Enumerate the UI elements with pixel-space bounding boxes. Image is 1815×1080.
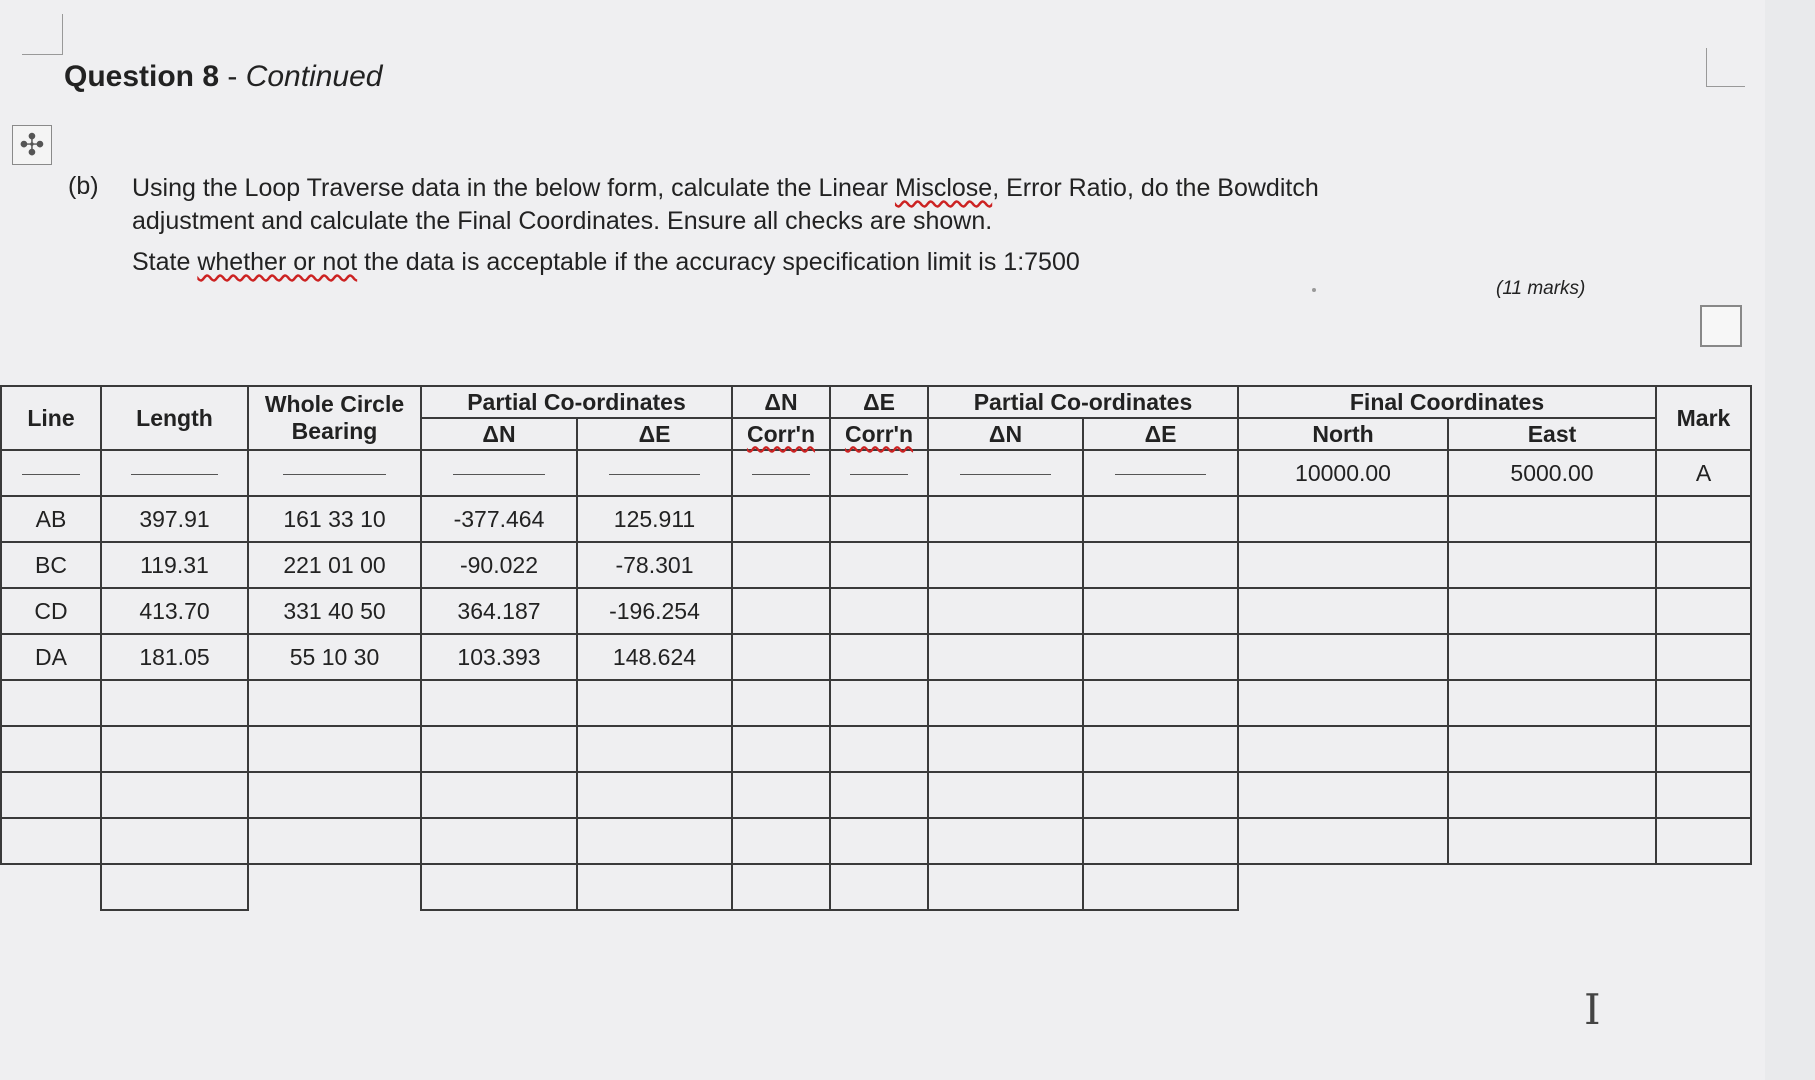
cell-empty[interactable] [1656, 726, 1751, 772]
cell-empty[interactable] [248, 726, 421, 772]
cell-empty[interactable] [1, 818, 101, 864]
col-header-wcb: Whole Circle Bearing [248, 386, 421, 450]
cell-empty[interactable] [830, 772, 928, 818]
cell-empty[interactable] [830, 818, 928, 864]
cell-empty[interactable] [732, 864, 830, 910]
cell-wcb: 331 40 50 [248, 588, 421, 634]
heading-italic: Continued [245, 60, 383, 93]
cell-empty[interactable] [1083, 864, 1238, 910]
table-row [1, 588, 1751, 634]
cell-empty[interactable] [1238, 496, 1448, 542]
col-header-partial-2: Partial Co-ordinates [928, 386, 1238, 418]
cell-de: 125.911 [577, 496, 732, 542]
cell-length: 119.31 [101, 542, 248, 588]
cell-empty[interactable] [1656, 496, 1751, 542]
cell-empty[interactable] [928, 772, 1083, 818]
cell-empty[interactable] [830, 496, 928, 542]
cell-length: 181.05 [101, 634, 248, 680]
start-east[interactable]: 5000.00 [1448, 450, 1656, 496]
cell-empty[interactable] [1083, 496, 1238, 542]
cell-empty[interactable] [1238, 588, 1448, 634]
table-row-blank [1, 772, 1751, 818]
col-header-dn-corr: Corr'n [746, 420, 816, 447]
q-state-b: the data is acceptable if the accuracy specification limit is 1:7500 [357, 248, 1080, 276]
table-row-blank [1, 680, 1751, 726]
placeholder-dash [850, 474, 908, 475]
heading-bold: Question 8 [64, 60, 220, 93]
col-header-dn-corr-top: ΔN [732, 386, 830, 418]
cell-empty[interactable] [1656, 680, 1751, 726]
cell-empty[interactable] [1448, 634, 1656, 680]
col-header-north: North [1238, 418, 1448, 450]
col-header-de-corr: Corr'n [844, 420, 914, 447]
placeholder-dash [283, 474, 386, 475]
cell-empty[interactable] [830, 864, 928, 910]
cell-empty[interactable] [577, 726, 732, 772]
cell-empty[interactable] [1448, 818, 1656, 864]
cell-empty[interactable] [1238, 634, 1448, 680]
cell-empty[interactable] [1448, 542, 1656, 588]
cell-empty[interactable] [1238, 542, 1448, 588]
cell-empty[interactable] [1448, 772, 1656, 818]
cell-empty[interactable] [1448, 588, 1656, 634]
cell-empty[interactable] [1448, 496, 1656, 542]
cell-empty[interactable] [1083, 588, 1238, 634]
table-row-blank [1, 864, 1751, 910]
cell-empty[interactable] [101, 864, 248, 910]
cell-empty[interactable] [732, 496, 830, 542]
cell-empty[interactable] [577, 772, 732, 818]
cell-empty[interactable] [1238, 818, 1448, 864]
answer-checkbox[interactable] [1700, 305, 1742, 347]
placeholder-dash [453, 474, 545, 475]
cell-empty[interactable] [732, 588, 830, 634]
cell-dn: -90.022 [421, 542, 577, 588]
cell-empty[interactable] [577, 864, 732, 910]
cell-empty[interactable] [928, 496, 1083, 542]
q-text-2: adjustment and calculate the Final Coordinates. Ensure all checks are shown. [132, 207, 993, 235]
cell-empty[interactable] [421, 726, 577, 772]
col-header-east: East [1448, 418, 1656, 450]
cell-empty[interactable] [732, 634, 830, 680]
heading-sep: - [219, 60, 246, 93]
cell-empty[interactable] [248, 772, 421, 818]
cell-empty[interactable] [1656, 542, 1751, 588]
cell-empty[interactable] [830, 588, 928, 634]
q-text-1b: , Error Ratio, do the Bowditch [992, 174, 1319, 202]
text-cursor-icon: I [1584, 985, 1601, 1034]
cell-empty[interactable] [1238, 772, 1448, 818]
marks-label: (11 marks) [1496, 278, 1586, 299]
placeholder-dash [752, 474, 810, 475]
cell-line: BC [1, 542, 101, 588]
cell-empty[interactable] [928, 864, 1083, 910]
cell-empty[interactable] [830, 542, 928, 588]
cell-empty[interactable] [1, 726, 101, 772]
cell-empty[interactable] [101, 772, 248, 818]
question-text [132, 172, 1432, 279]
cell-wcb: 221 01 00 [248, 542, 421, 588]
cell-empty[interactable] [248, 680, 421, 726]
col-header-dn: ΔN [421, 418, 577, 450]
cell-empty[interactable] [1448, 680, 1656, 726]
cell-empty[interactable] [1656, 634, 1751, 680]
cell-empty[interactable] [928, 588, 1083, 634]
cell-de: -78.301 [577, 542, 732, 588]
start-mark[interactable]: A [1656, 450, 1751, 496]
col-header-de-corr-top: ΔE [830, 386, 928, 418]
cell-empty[interactable] [732, 772, 830, 818]
cell-empty[interactable] [1083, 772, 1238, 818]
cell-empty[interactable] [732, 726, 830, 772]
col-header-partial-1: Partial Co-ordinates [421, 386, 732, 418]
cell-empty[interactable] [101, 680, 248, 726]
col-header-de: ΔE [577, 418, 732, 450]
col-header-length: Length [101, 386, 248, 450]
cell-empty[interactable] [421, 818, 577, 864]
cell-empty[interactable] [1083, 818, 1238, 864]
col-header-dn-2: ΔN [928, 418, 1083, 450]
cell-empty[interactable] [1, 680, 101, 726]
cell-empty[interactable] [928, 726, 1083, 772]
q-state-wavy: whether or not [197, 248, 358, 276]
cell-empty[interactable] [1238, 680, 1448, 726]
cell-empty[interactable] [732, 542, 830, 588]
col-header-final: Final Coordinates [1238, 386, 1656, 418]
placeholder-dash [960, 474, 1052, 475]
cell-empty[interactable] [248, 818, 421, 864]
cell-empty[interactable] [928, 634, 1083, 680]
cell-de: -196.254 [577, 588, 732, 634]
placeholder-dash [131, 474, 218, 475]
cell-empty[interactable] [732, 818, 830, 864]
q-state-a: State [132, 248, 198, 276]
cell-empty[interactable] [928, 818, 1083, 864]
cell-empty[interactable] [1, 772, 101, 818]
q-text-misclose: Misclose [894, 174, 993, 202]
cell-length: 413.70 [101, 588, 248, 634]
cell-line: CD [1, 588, 101, 634]
question-heading [64, 60, 382, 94]
cell-empty[interactable] [101, 726, 248, 772]
cell-line: AB [1, 496, 101, 542]
cell-empty[interactable] [421, 772, 577, 818]
col-header-de-2: ΔE [1083, 418, 1238, 450]
page-corner-mark [1706, 48, 1745, 87]
table-row [1, 634, 1751, 680]
cell-empty[interactable] [1656, 588, 1751, 634]
cell-wcb: 161 33 10 [248, 496, 421, 542]
cell-empty[interactable] [1238, 726, 1448, 772]
stray-dot [1312, 288, 1316, 292]
cell-de: 148.624 [577, 634, 732, 680]
table-row [1, 496, 1751, 542]
table-row-blank [1, 818, 1751, 864]
cell-empty[interactable] [1656, 772, 1751, 818]
cell-empty[interactable] [577, 818, 732, 864]
page-corner-mark [22, 14, 63, 55]
start-north[interactable]: 10000.00 [1238, 450, 1448, 496]
placeholder-dash [609, 474, 701, 475]
q-text-1a: Using the Loop Traverse data in the below form, calculate the Linear [132, 174, 895, 202]
cell-empty[interactable] [1448, 726, 1656, 772]
cell-empty[interactable] [1656, 818, 1751, 864]
cell-empty[interactable] [1083, 726, 1238, 772]
traverse-table [0, 385, 1752, 911]
table-move-handle-icon[interactable]: ✣ [12, 125, 52, 165]
cell-empty[interactable] [421, 680, 577, 726]
cell-dn: 364.187 [421, 588, 577, 634]
cell-empty[interactable] [830, 726, 928, 772]
cell-empty[interactable] [732, 680, 830, 726]
table-row [1, 542, 1751, 588]
cell-empty[interactable] [928, 542, 1083, 588]
table-row-start [1, 450, 1751, 496]
cell-dn: -377.464 [421, 496, 577, 542]
cell-empty[interactable] [577, 680, 732, 726]
cell-empty[interactable] [1083, 680, 1238, 726]
col-header-line: Line [1, 386, 101, 450]
cell-empty[interactable] [1083, 634, 1238, 680]
cell-empty[interactable] [928, 680, 1083, 726]
table-row-blank [1, 726, 1751, 772]
cell-line: DA [1, 634, 101, 680]
cell-empty[interactable] [1083, 542, 1238, 588]
cell-empty[interactable] [101, 818, 248, 864]
col-header-mark: Mark [1656, 386, 1751, 450]
cell-dn: 103.393 [421, 634, 577, 680]
cell-wcb: 55 10 30 [248, 634, 421, 680]
placeholder-dash [22, 474, 81, 475]
question-part-label: (b) [68, 172, 99, 200]
cell-length: 397.91 [101, 496, 248, 542]
cell-empty[interactable] [830, 680, 928, 726]
cell-empty[interactable] [830, 634, 928, 680]
placeholder-dash [1115, 474, 1207, 475]
cell-empty[interactable] [421, 864, 577, 910]
